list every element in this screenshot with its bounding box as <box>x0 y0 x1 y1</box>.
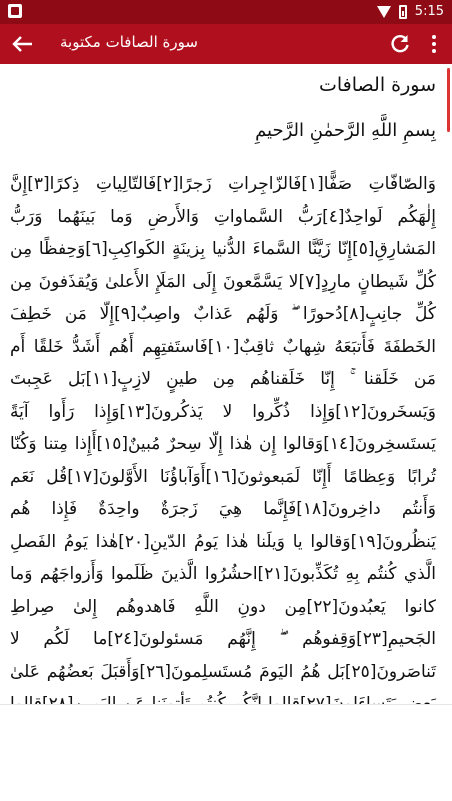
surah-name: سورة الصافات <box>319 74 436 96</box>
surah-content[interactable] <box>0 64 452 704</box>
back-arrow-icon[interactable] <box>10 32 36 56</box>
status-bar <box>0 0 452 24</box>
scrollbar[interactable] <box>447 68 450 132</box>
page-title: سورة الصافات مكتوبة <box>60 33 198 51</box>
status-time: 5:15 <box>414 4 444 19</box>
refresh-icon[interactable] <box>388 32 412 56</box>
battery-icon <box>399 5 407 19</box>
wifi-icon <box>377 6 391 18</box>
bottom-blank-area <box>0 704 452 801</box>
notification-icon <box>8 4 22 18</box>
more-options-icon[interactable] <box>424 32 444 56</box>
basmala: بِسمِ اللَّهِ الرَّحمٰنِ الرَّحيمِ <box>255 120 436 141</box>
app-bar <box>0 24 452 64</box>
verses-text: وَالصّافّاتِ صَفًّا[١]فَالزّاجِراتِ زَجرًا[٢]فَالتّالِياتِ ذِكرًا[٣]إِنَّ إِلٰهَكُم لَواحِدٌ[٤]رَبُّ السَّماواتِ وَالأَرضِ وَما بَينَهُما وَرَبُّ المَشارِقِ[٥]إِنّا زَيَّنَّا السَّماءَ الدُّنيا بِزينَةٍ الكَواكِبِ[٦]وَحِفظًا مِن كُلِّ شَيطانٍ مارِدٍ[٧]لا يَسَّمَّعونَ إِلَى المَلَإِ الأَعلىٰ وَيُقذَفونَ مِن كُلِّ جانِبٍ[٨]دُحورًا ۖ وَلَهُم عَذابٌ واصِبٌ[٩]إِلّا مَن خَطِفَ الخَطفَةَ فَأَتبَعَهُ شِهابٌ ثاقِبٌ[١٠]فَاستَفتِهِم أَهُم أَشَدُّ خَلقًا أَم مَن خَلَقنا ۚ إِنّا خَلَقناهُم مِن طينٍ لازِبٍ[١١]بَل عَجِبتَ وَيَسخَرونَ[١٢]وَإِذا ذُكِّروا لا يَذكُرونَ[١٣]وَإِذا رَأَوا آيَةً يَستَسخِرونَ[١٤]وَقالوا إِن هٰذا إِلّا سِحرٌ مُبينٌ[١٥]أَإِذا مِتنا وَكُنّا تُرابًا وَعِظامًا أَإِنّا لَمَبعوثونَ[١٦]أَوَآباؤُنَا الأَوَّلونَ[١٧]قُل نَعَم وَأَنتُم داخِرونَ[١٨]فَإِنَّما هِيَ زَجرَةٌ واحِدَةٌ فَإِذا هُم يَنظُرونَ[١٩]وَقالوا يا وَيلَنا هٰذا يَومُ الدّينِ[٢٠]هٰذا يَومُ الفَصلِ الَّذي كُنتُم بِهِ تُكَذِّبونَ[٢١]احشُرُوا الَّذينَ ظَلَموا وَأَزواجَهُم وَما كانوا يَعبُدونَ[٢٢]مِن دونِ اللَّهِ فَاهدوهُم إِلىٰ صِراطِ الجَحيمِ[٢٣]وَقِفوهُم ۖ إِنَّهُم مَسئولونَ[٢٤]ما لَكُم لا تَناصَرونَ[٢٥]بَل هُمُ اليَومَ مُستَسلِمونَ[٢٦]وَأَقبَلَ بَعضُهُم عَلىٰ <box>10 174 437 682</box>
